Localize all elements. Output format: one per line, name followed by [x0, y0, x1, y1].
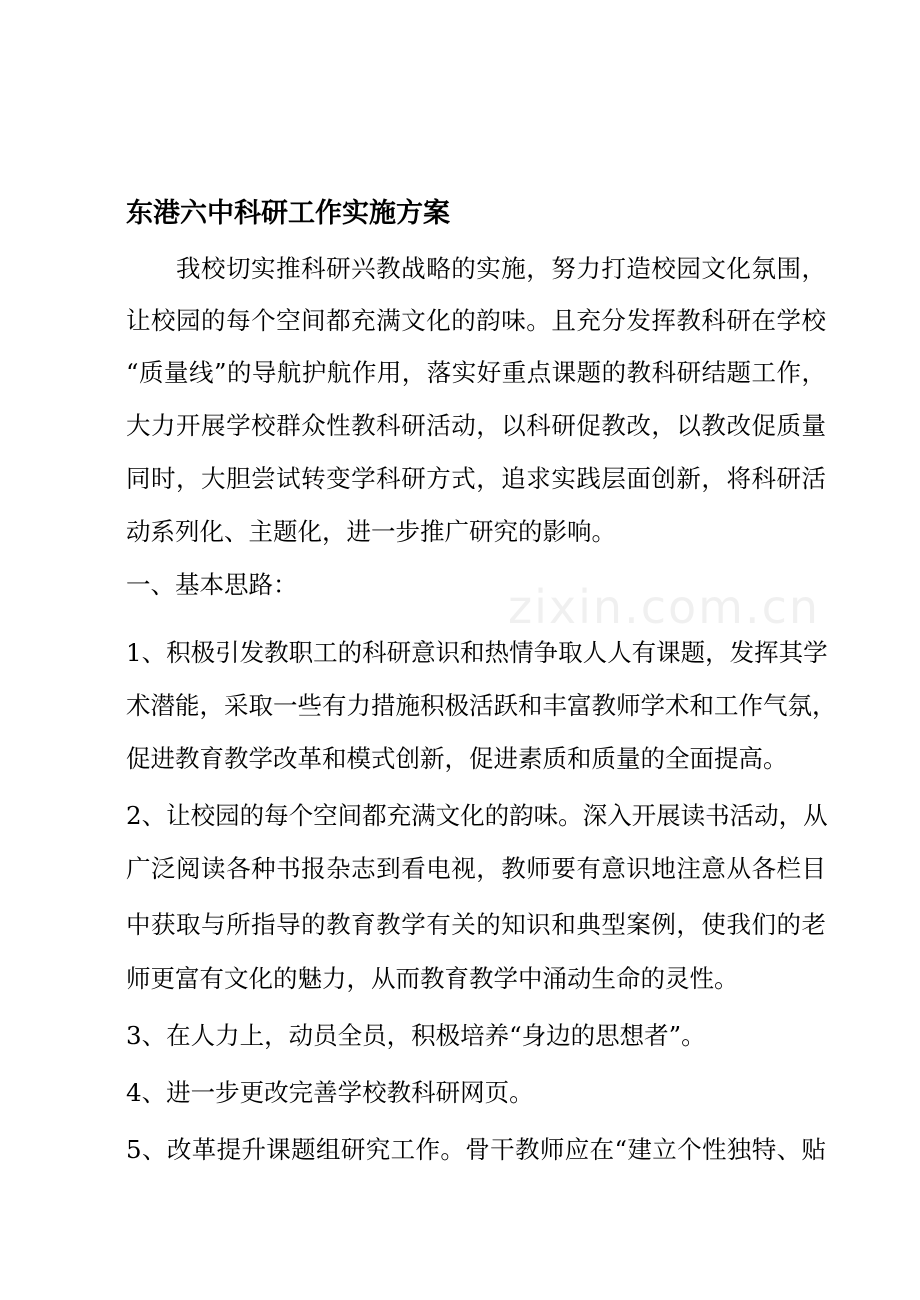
paragraph-line: 我校切实推科研兴教战略的实施，努力打造校园文化氛围， [176, 254, 826, 283]
paragraph-line: 术潜能，采取一些有力措施积极活跃和丰富教师学术和工作气氛， [126, 691, 837, 720]
paragraph-line: 5、改革提升课题组研究工作。骨干教师应在“建立个性独特、贴 [126, 1135, 826, 1164]
paragraph-line: 让校园的每个空间都充满文化的韵味。且充分发挥教科研在学校 [126, 306, 826, 335]
paragraph-line: 师更富有文化的魅力，从而教育教学中涌动生命的灵性。 [126, 964, 739, 993]
watermark: zixin.com.cn [508, 580, 821, 634]
section-heading: 一、基本思路： [126, 570, 298, 599]
document-title: 东港六中科研工作实施方案 [126, 198, 450, 229]
paragraph-line: 动系列化、主题化，进一步推广研究的影响。 [126, 517, 616, 546]
paragraph-line: 4、进一步更改完善学校教科研网页。 [126, 1078, 534, 1107]
paragraph-line: 3、在人力上，动员全员，积极培养“身边的思想者”。 [126, 1021, 706, 1050]
paragraph-line: 中获取与所指导的教育教学有关的知识和典型案例，使我们的老 [126, 910, 826, 939]
paragraph-line: 促进教育教学改革和模式创新，促进素质和质量的全面提高。 [126, 744, 788, 773]
paragraph-line: 2、让校园的每个空间都充满文化的韵味。深入开展读书活动，从 [126, 801, 828, 830]
paragraph-line: 同时，大胆尝试转变学科研方式，追求实践层面创新，将科研活 [126, 464, 826, 493]
paragraph-line: 1、积极引发教职工的科研意识和热情争取人人有课题，发挥其学 [126, 638, 828, 667]
paragraph-line: 大力开展学校群众性教科研活动，以科研促教改，以教改促质量 [126, 411, 826, 440]
paragraph-line: “质量线”的导航护航作用，落实好重点课题的教科研结题工作， [126, 358, 826, 387]
paragraph-line: 广泛阅读各种书报杂志到看电视，教师要有意识地注意从各栏目 [126, 854, 826, 883]
